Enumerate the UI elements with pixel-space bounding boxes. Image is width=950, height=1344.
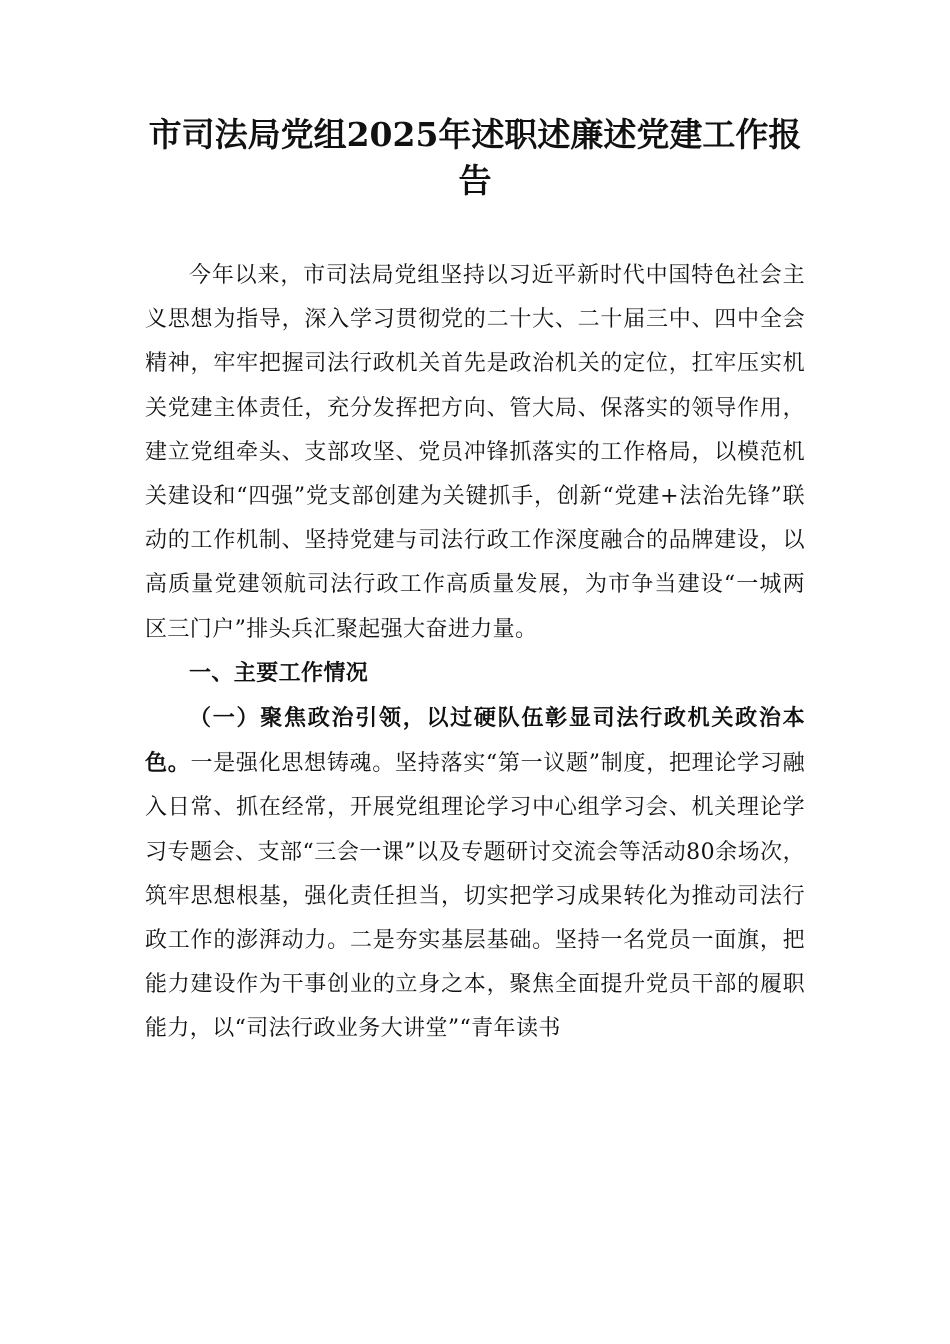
subsection-body: 一是强化思想铸魂。坚持落实“第一议题”制度，把理论学习融入日常、抓在经常，开展党组理论学习中心组学习会、机关理论学习专题会、支部“三会一课”以及专题研讨交流会等活动80余场次，筑牢思想根基，强化责任担当，切实把学习成果转化为推动司法行政工作的澎湃动力。二是夯实基层基础。坚持一名党员一面旗，把能力建设作为干事创业的立身之本，聚焦全面提升党员干部的履职能力，以“司法行政业务大讲堂”“青年读书 [145, 751, 805, 1042]
section-heading: 一、主要工作情况 [189, 660, 369, 686]
document-title: 市司法局党组2025年述职述廉述党建工作报告 [148, 115, 802, 200]
subsection-paragraph [145, 696, 805, 1052]
subsection-heading: （一）聚焦政治引领，以过硬队伍彰显司法行政机关政治本色。 [145, 705, 805, 777]
document-body [145, 254, 805, 1052]
intro-paragraph: 今年以来，市司法局党组坚持以习近平新时代中国特色社会主义思想为指导，深入学习贯彻党的二十大、二十届三中、四中全会精神，牢牢把握司法行政机关首先是政治机关的定位，扛牢压实机关党建主体责任，充分发挥把方向、管大局、保落实的领导作用，建立党组牵头、支部攻坚、党员冲锋抓落实的工作格局，以模范机关建设和“四强”党支部创建为关键抓手，创新“党建+法治先锋”联动的工作机制、坚持党建与司法行政工作深度融合的品牌建设，以高质量党建领航司法行政工作高质量发展，为市争当建设“一城两区三门户”排头兵汇聚起强大奋进力量。 [145, 263, 805, 642]
